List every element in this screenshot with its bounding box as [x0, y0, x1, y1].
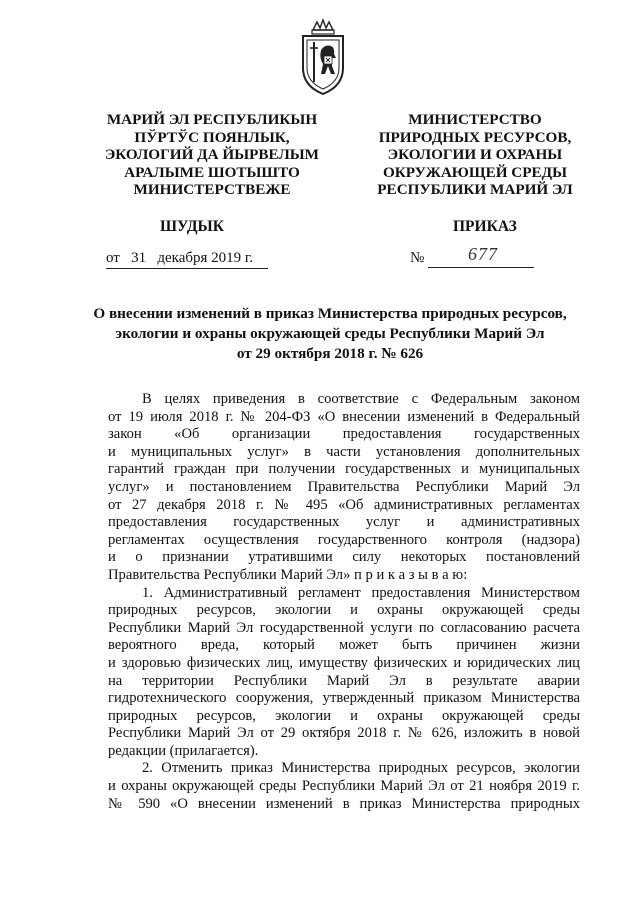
body-line: 2. Отменить приказ Министерства природных ресурсов, экологии	[142, 760, 580, 777]
body-line: № 590 «О внесении изменений в приказ Министерства природных	[108, 795, 580, 812]
body-line: предоставления государственных услуг и административных	[108, 514, 580, 531]
order-number: 677	[468, 244, 498, 264]
header-line: ЭКОЛОГИЙ ДА ЙЫРВЕЛЫМ	[104, 146, 320, 164]
body-line: закон «Об организации предоставления государственных	[108, 426, 580, 443]
body-line: и здоровью физических лиц, имуществу физических и юридических лиц	[108, 654, 580, 671]
header-line: ЭКОЛОГИИ И ОХРАНЫ	[387, 146, 563, 164]
date-prefix: от	[106, 250, 120, 266]
header-russian	[350, 111, 600, 199]
body-line: Республики Марий Эл государственной услуги по согласованию расчета	[108, 619, 580, 636]
header-line: РЕСПУБЛИКИ МАРИЙ ЭЛ	[377, 181, 573, 199]
body-line: и о признании утратившими силу некоторых постановлений	[108, 549, 580, 566]
body-line: природных ресурсов, экологии и охраны окружающей среды	[108, 602, 580, 619]
doc-type-marij: ШУДЫК	[160, 218, 224, 235]
title-line: О внесении изменений в приказ Министерства природных ресурсов,	[93, 305, 567, 322]
body-line: Правительства Республики Марий Эл» п р и к а з ы в а ю:	[108, 566, 468, 583]
header-line: АРАЛЫМЕ ШОТЫШТО	[124, 163, 300, 181]
header-line: МИНИСТЕРСТВЕЖЕ	[133, 181, 291, 199]
body-line: вероятного вреда, который может быть причинен жизни	[108, 637, 580, 654]
body-line: услуг» и постановлением Правительства Республики Марий Эл	[108, 478, 580, 495]
body-line: гарантий граждан при получении государственных и муниципальных	[108, 461, 580, 478]
header-line: ПРИРОДНЫХ РЕСУРСОВ,	[378, 128, 572, 146]
title-line: экологии и охраны окружающей среды Республики Марий Эл	[115, 325, 545, 342]
body-line: 1. Административный регламент предоставления Министерством	[142, 584, 580, 601]
doc-type-russian: ПРИКАЗ	[453, 218, 517, 235]
coat-of-arms-icon	[299, 18, 347, 96]
date-day: 31	[131, 250, 147, 266]
header-line: ПЎРТЎС ПОЯНЛЫК,	[134, 128, 290, 146]
body-line: от 27 декабря 2018 г. № 495 «Об административных регламентах	[108, 496, 580, 513]
body-line: и охраны окружающей среды Республики Марий Эл от 21 ноября 2019 г.	[108, 778, 580, 795]
document-body	[108, 391, 580, 813]
body-line: регламентах осуществления государственного контроля (надзора)	[108, 531, 580, 548]
body-line: редакции (прилагается).	[108, 742, 259, 759]
header-marij	[92, 111, 332, 199]
header-line: МИНИСТЕРСТВО	[408, 111, 542, 128]
document-title	[80, 304, 580, 364]
order-date	[106, 250, 268, 269]
body-line: Республики Марий Эл от 29 октября 2018 г. № 626, изложить в новой	[108, 725, 580, 742]
number-label: №	[410, 250, 425, 266]
body-line: природных ресурсов, экологии и охраны окружающей среды	[108, 707, 580, 724]
body-line: от 19 июля 2018 г. № 204-ФЗ «О внесении изменений в Федеральный	[108, 408, 580, 425]
header-line: МАРИЙ ЭЛ РЕСПУБЛИКЫН	[106, 111, 318, 128]
body-line: гидротехнического сооружения, утвержденный приказом Министерства	[108, 690, 580, 707]
body-line: В целях приведения в соответствие с Федеральным законом	[142, 391, 580, 407]
body-line: и муниципальных услуг» в части установления дополнительных	[108, 443, 580, 460]
body-line: на территории Республики Марий Эл в результате аварии	[108, 672, 580, 689]
title-line: от 29 октября 2018 г. № 626	[236, 345, 424, 362]
date-month-year: декабря 2019 г.	[157, 250, 254, 266]
header-line: ОКРУЖАЮЩЕЙ СРЕДЫ	[382, 163, 568, 181]
